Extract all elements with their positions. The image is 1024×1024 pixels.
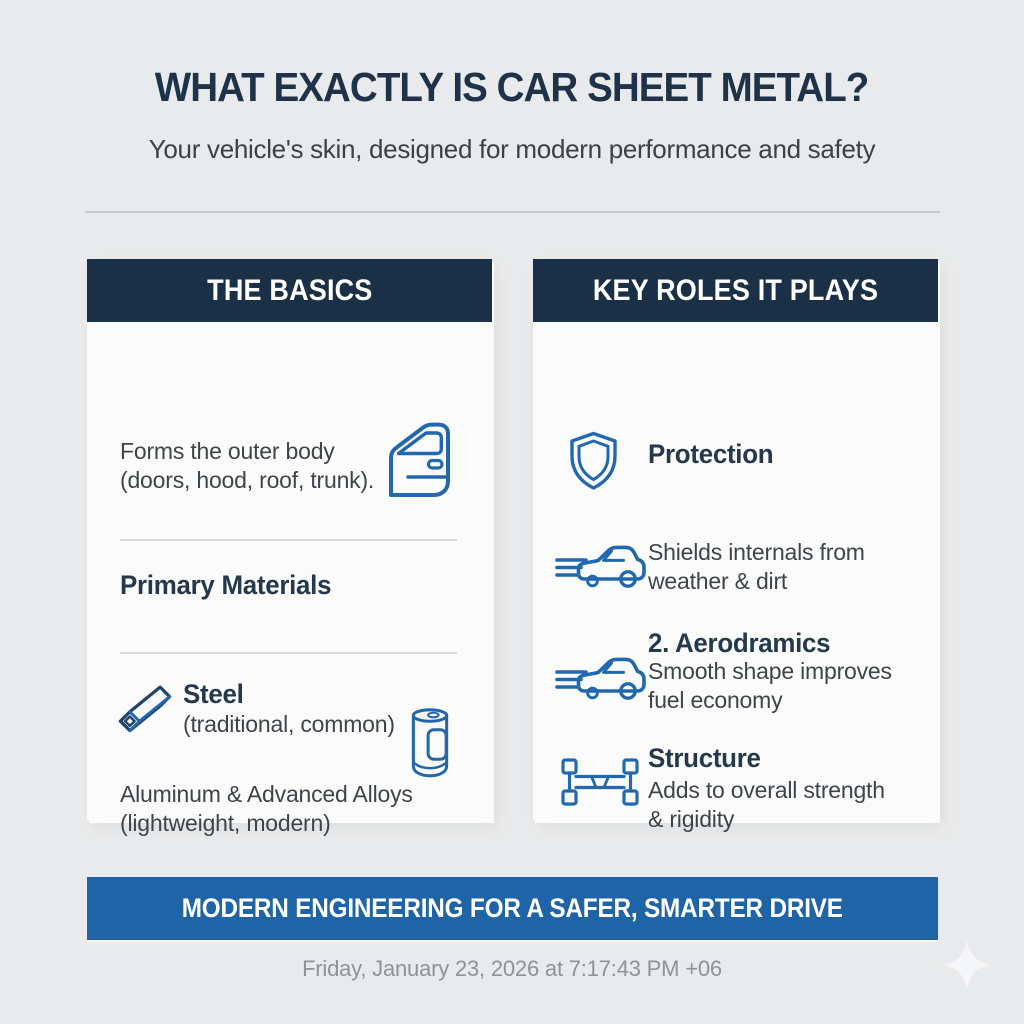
basics-panel-body: [87, 322, 492, 836]
header-divider: [85, 211, 940, 213]
aerodynamics-line-2: fuel economy: [648, 687, 783, 713]
steel-beam-icon: [109, 672, 181, 747]
basics-panel-header-label: THE BASICS: [206, 273, 373, 307]
car-door-icon: [383, 422, 455, 505]
aerodynamics-title: 2. Aerodramics: [648, 628, 831, 658]
structure-title: Structure: [648, 743, 761, 773]
aluminum-line-1: Aluminum & Advanced Alloys: [120, 781, 413, 807]
car-side-icon: [555, 650, 647, 711]
aerodynamics-text: [648, 657, 892, 715]
page-subtitle: Your vehicle's skin, designed for modern performance and safety: [148, 134, 876, 164]
bottom-banner-text: MODERN ENGINEERING FOR A SAFER, SMARTER DRIVE: [181, 893, 844, 923]
shield-icon: [565, 430, 622, 497]
page-title: [0, 64, 1024, 111]
outer-body-line-1: Forms the outer body: [120, 438, 335, 464]
outer-body-line-2: (doors, hood, roof, trunk).: [120, 467, 375, 493]
structure-line-2: & rigidity: [648, 806, 735, 832]
chassis-frame-icon: [558, 757, 642, 812]
steel-text-block: [183, 679, 395, 739]
bottom-banner: [87, 877, 938, 940]
aerodynamics-line-1: Smooth shape improves: [648, 658, 892, 684]
steel-title: Steel: [183, 679, 244, 709]
roles-panel-header: [533, 259, 938, 322]
aluminum-text: [120, 780, 413, 838]
aluminum-can-icon: [405, 706, 455, 789]
aluminum-line-2: (lightweight, modern): [120, 810, 331, 836]
shields-line-2: weather & dirt: [648, 568, 788, 594]
steel-subtitle: (traditional, common): [183, 711, 395, 737]
sparkle-icon: [942, 940, 992, 995]
basics-divider-1: [120, 539, 457, 541]
basics-divider-2: [120, 652, 457, 654]
car-side-icon: [555, 538, 647, 599]
basics-panel-header: [87, 259, 492, 322]
basics-panel: [87, 259, 492, 836]
outer-body-text: [120, 437, 374, 495]
structure-text: [648, 776, 885, 834]
shields-line-1: Shields internals from: [648, 539, 865, 565]
shields-text: [648, 538, 865, 596]
roles-panel: [533, 259, 938, 832]
page-title-text: WHAT EXACTLY IS CAR SHEET METAL?: [155, 64, 869, 110]
primary-materials-heading: Primary Materials: [120, 570, 332, 600]
roles-panel-body: [533, 322, 938, 832]
structure-line-1: Adds to overall strength: [648, 777, 885, 803]
timestamp: Friday, January 23, 2026 at 7:17:43 PM +06: [302, 956, 722, 981]
protection-title: Protection: [648, 439, 774, 469]
roles-panel-header-label: KEY ROLES IT PLAYS: [592, 273, 879, 307]
